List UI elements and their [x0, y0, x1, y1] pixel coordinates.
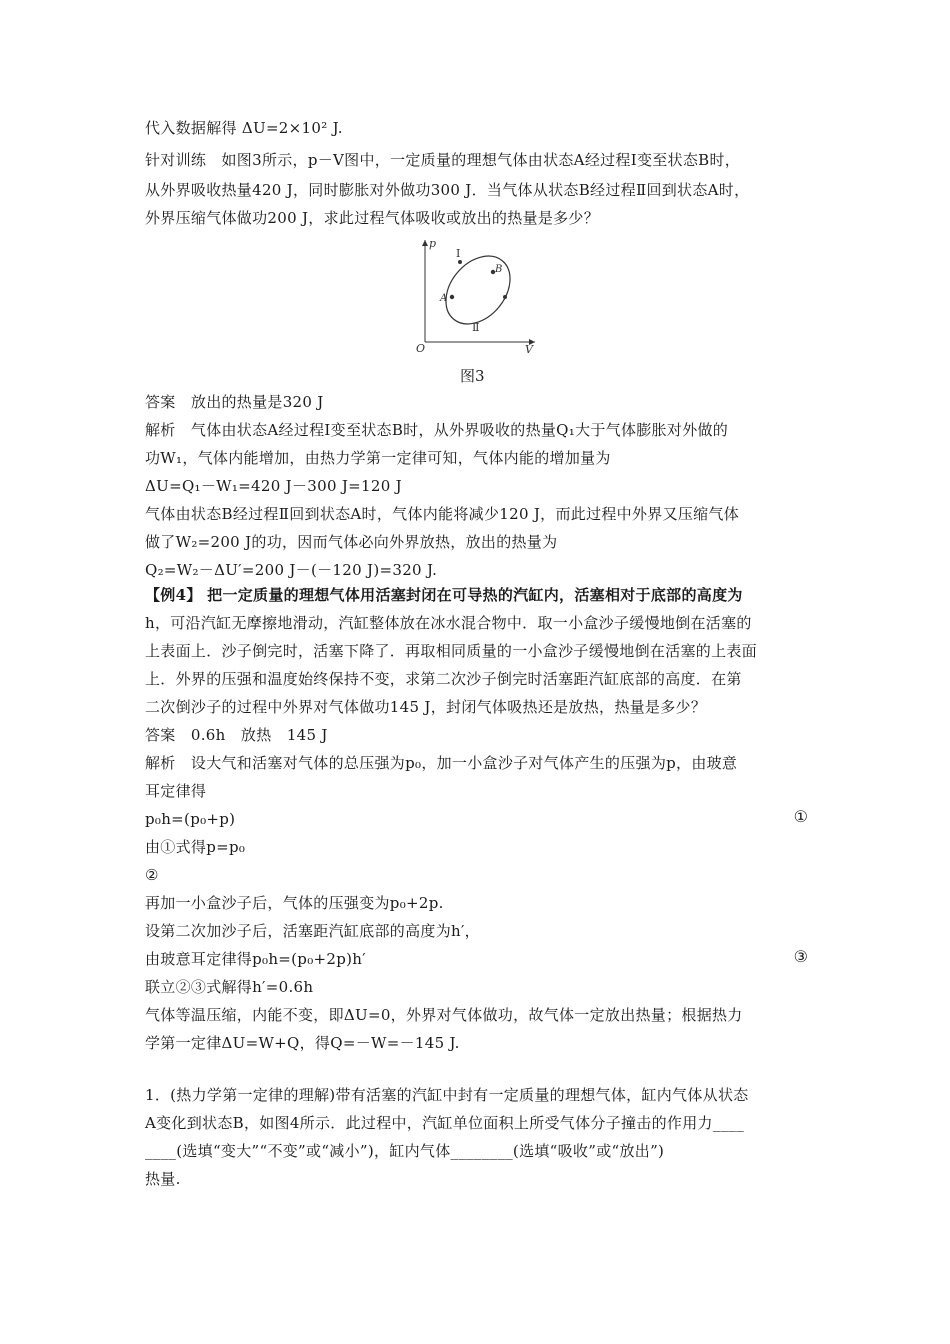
v-axis-label: V	[525, 343, 533, 355]
text-line: 由玻意耳定律得p₀h=(p₀+2p)h′	[145, 950, 366, 968]
equation-number: ①	[793, 807, 808, 826]
text-line: 针对训练 如图3所示，p－V图中，一定质量的理想气体由状态A经过程Ⅰ变至状态B时，	[145, 151, 741, 169]
text-line: p₀h=(p₀+p)	[145, 810, 236, 828]
text-line: 做了W₂=200 J的功，因而气体必向外界放热，放出的热量为	[145, 533, 558, 551]
text-line: ____(选填“变大”“不变”或“减小”)，缸内气体________(选填“吸收”或“放出”)	[145, 1142, 665, 1160]
pv-diagram-figure	[410, 235, 540, 355]
text-line: Q₂=W₂－ΔU′=200 J－(－120 J)=320 J.	[145, 561, 438, 579]
p-axis-label: p	[429, 237, 437, 250]
text-line: 热量.	[145, 1170, 181, 1188]
state-a-point	[450, 295, 454, 299]
text-line: 上．外界的压强和温度始终保持不变，求第二次沙子倒完时活塞距汽缸底部的高度．在第	[145, 670, 742, 688]
process-ii-label: Ⅱ	[472, 321, 480, 334]
text-line: 上表面上．沙子倒完时，活塞下降了．再取相同质量的一小盒沙子缓慢地倒在活塞的上表面	[145, 642, 758, 660]
text-line: 耳定律得	[145, 782, 207, 800]
text-line: 功W₁，气体内能增加，由热力学第一定律可知，气体内能的增加量为	[145, 449, 611, 467]
text-line: ΔU=Q₁－W₁=420 J－300 J=120 J	[145, 477, 402, 495]
text-line: 由①式得p=p₀	[145, 838, 246, 856]
state-a-label: A	[440, 293, 448, 304]
text-line: 联立②③式解得h′=0.6h	[145, 978, 314, 996]
cycle-point	[458, 260, 462, 264]
process-i-label: Ⅰ	[456, 247, 461, 260]
text-line: A变化到状态B，如图4所示．此过程中，汽缸单位面积上所受气体分子撞击的作用力____	[145, 1114, 745, 1132]
text-line: ②	[145, 866, 159, 884]
cycle-point	[503, 295, 507, 299]
text-line: 答案 0.6h 放热 145 J	[145, 726, 328, 744]
text-line: h，可沿汽缸无摩擦地滑动，汽缸整体放在冰水混合物中．取一小盒沙子缓慢地倒在活塞的	[145, 614, 752, 632]
text-line: 二次倒沙子的过程中外界对气体做功145 J，封闭气体吸热还是放热，热量是多少？	[145, 698, 707, 716]
p-axis-arrow	[422, 240, 428, 246]
text-line: 外界压缩气体做功200 J，求此过程气体吸收或放出的热量是多少？	[145, 209, 600, 227]
text-line: 气体等温压缩，内能不变，即ΔU=0，外界对气体做功，故气体一定放出热量；根据热力	[145, 1006, 743, 1024]
text-line: 设第二次加沙子后，活塞距汽缸底部的高度为h′，	[145, 922, 480, 940]
text-line: 气体由状态B经过程Ⅱ回到状态A时，气体内能将减少120 J，而此过程中外界又压缩气体	[145, 505, 740, 523]
text-line: 【例4】 把一定质量的理想气体用活塞封闭在可导热的汽缸内，活塞相对于底部的高度为	[145, 586, 743, 604]
origin-label: O	[416, 342, 426, 355]
text-line: 解析 气体由状态A经过程Ⅰ变至状态B时，从外界吸收的热量Q₁大于气体膨胀对外做的	[145, 421, 729, 439]
text-line: 1．(热力学第一定律的理解)带有活塞的汽缸中封有一定质量的理想气体，缸内气体从状态	[145, 1086, 749, 1104]
text-line: 解析 设大气和活塞对气体的总压强为p₀，加一小盒沙子对气体产生的压强为p，由玻意	[145, 754, 738, 772]
equation-number: ③	[793, 947, 808, 966]
text-line: 再加一小盒沙子后，气体的压强变为p₀+2p.	[145, 894, 444, 912]
text-line: 学第一定律ΔU=W+Q，得Q=－W=－145 J.	[145, 1034, 460, 1052]
state-b-label: B	[495, 264, 503, 275]
text-line: 答案 放出的热量是320 J	[145, 393, 324, 411]
text-line: 从外界吸收热量420 J，同时膨胀对外做功300 J．当气体从状态B经过程Ⅱ回到状态A时，	[145, 181, 750, 199]
text-line: 代入数据解得 ΔU=2×10² J.	[145, 119, 343, 137]
figure-caption: 图3	[460, 367, 485, 385]
